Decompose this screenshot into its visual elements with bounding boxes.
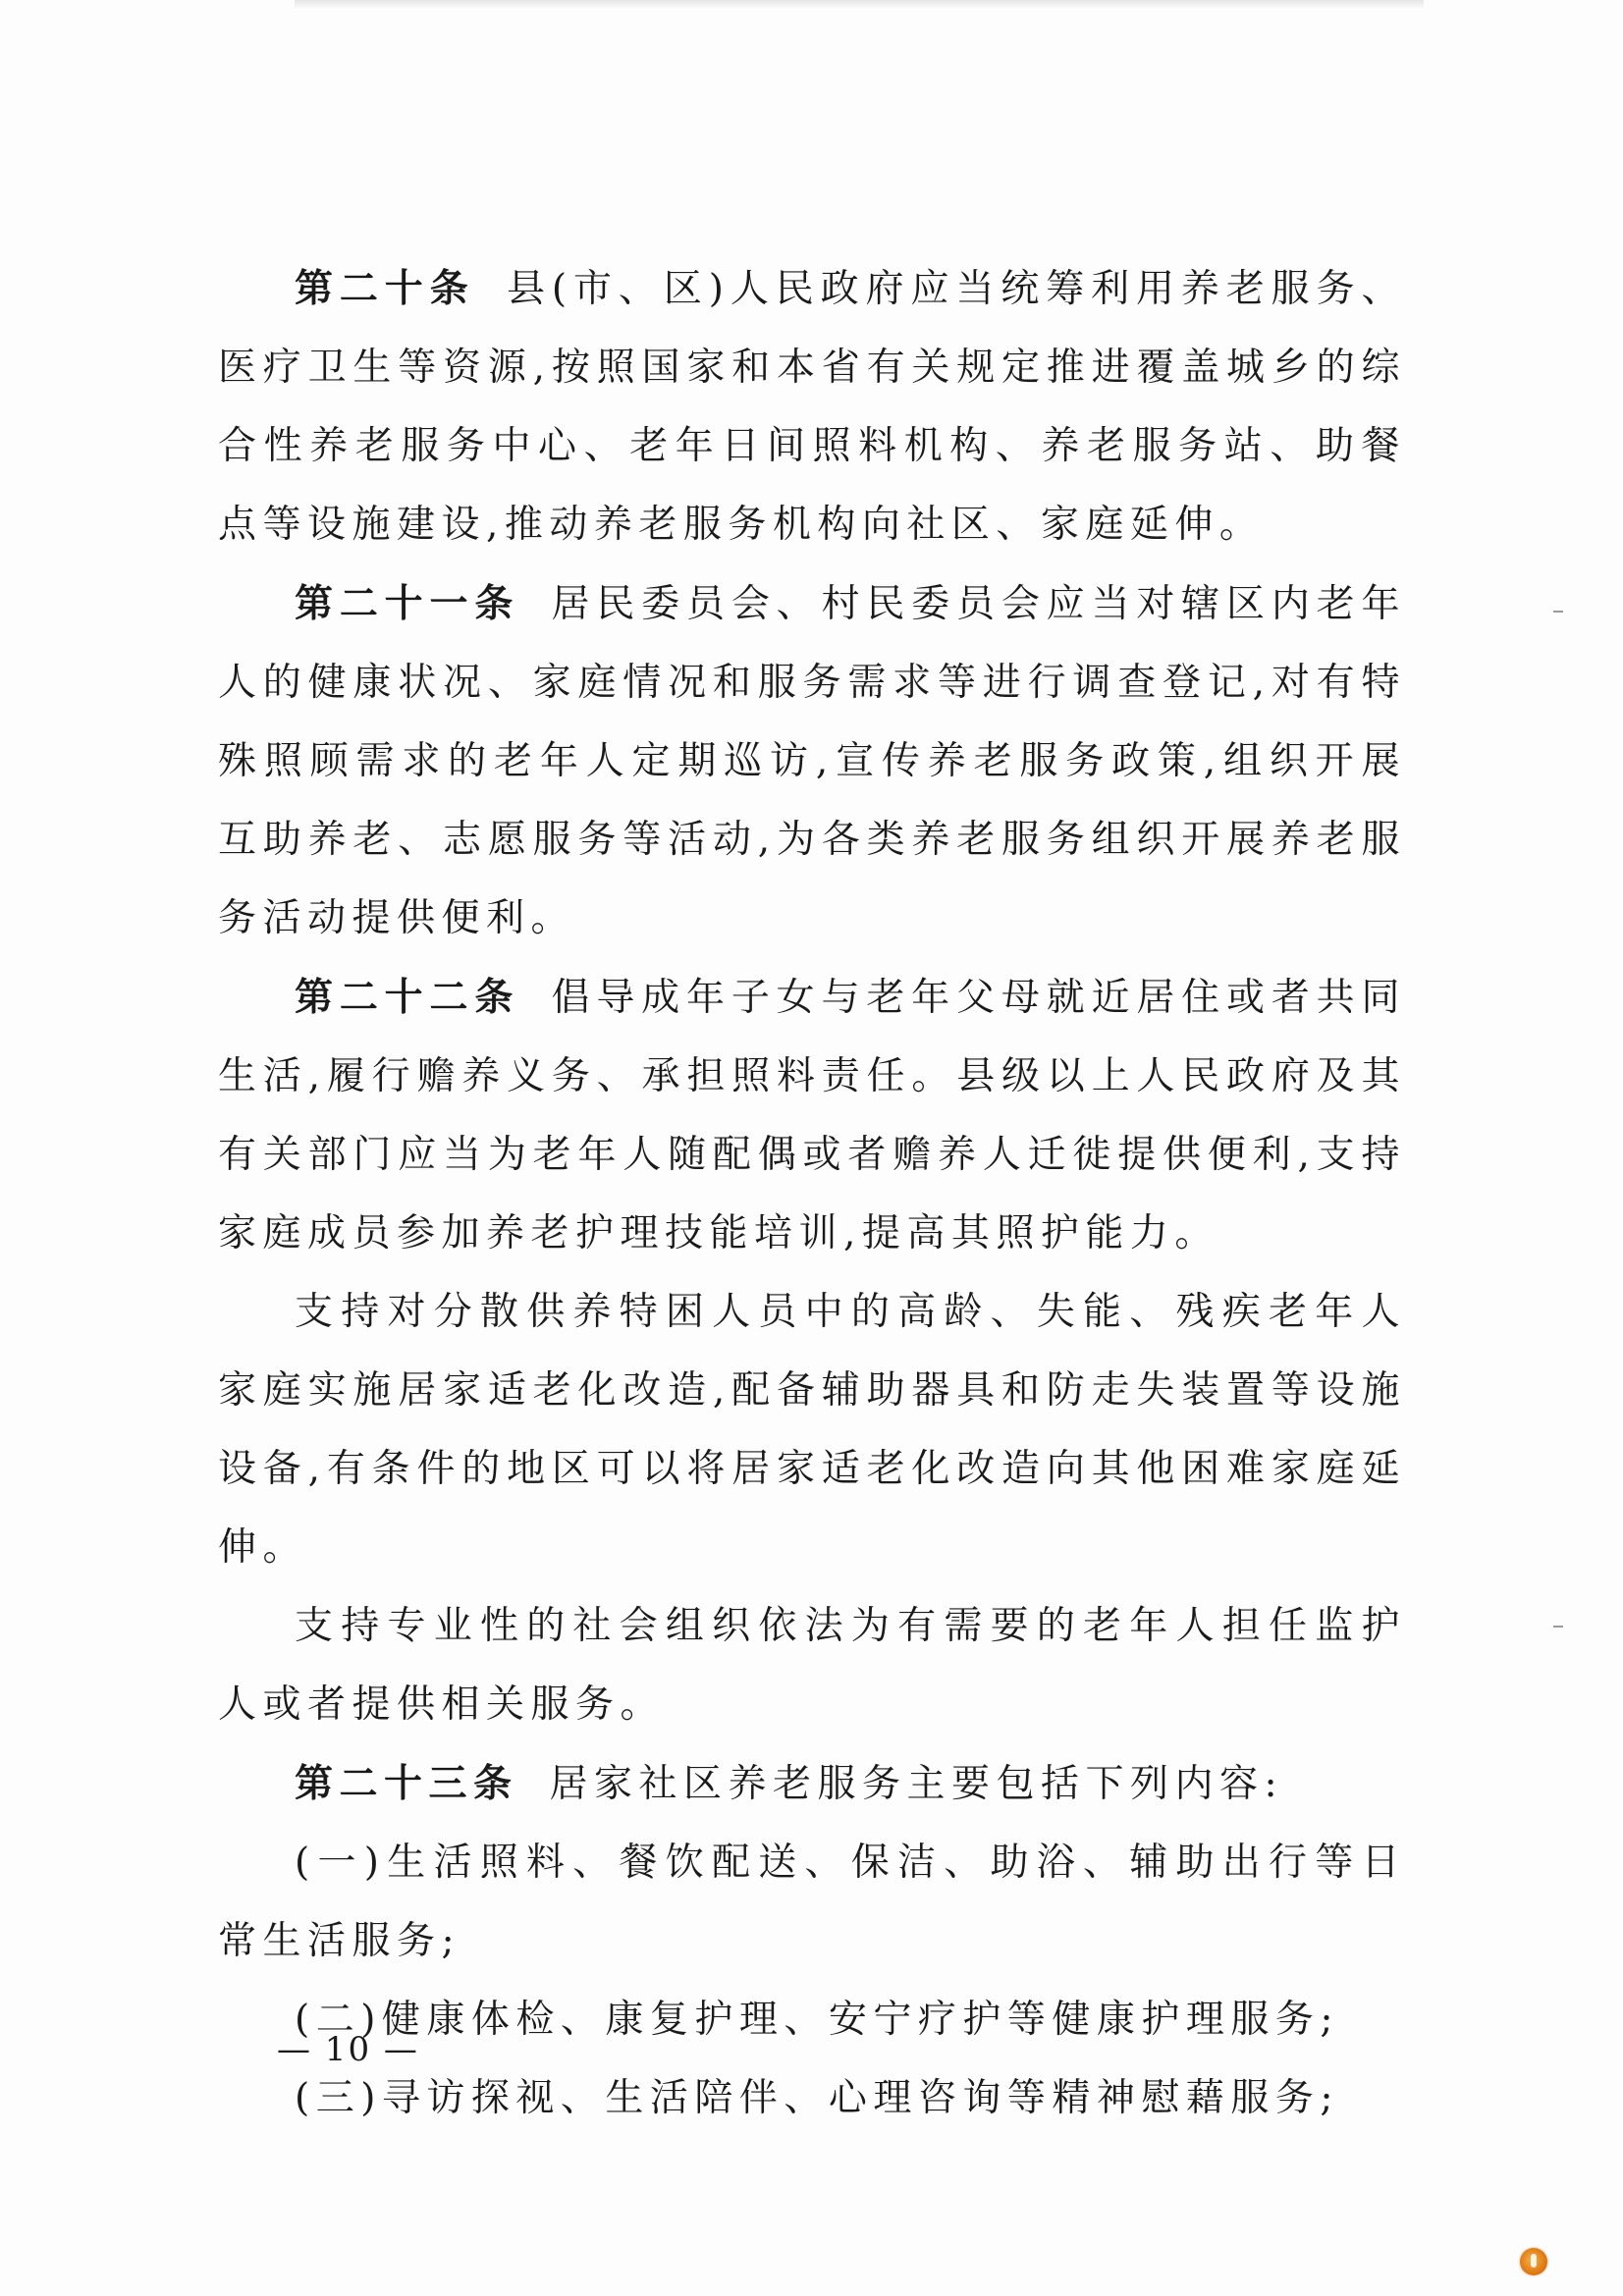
article-21 [218, 564, 1406, 958]
article-20 [218, 249, 1406, 564]
article-text: 居家社区养老服务主要包括下列内容: [549, 1762, 1284, 1806]
paragraph-text: 支持对分散供养特困人员中的高龄、失能、残疾老年人家庭实施居家适老化改造,配备辅助器具和防走失装置等设施设备,有条件的地区可以将居家适老化改造向其他困难家庭延伸。 [218, 1290, 1406, 1570]
list-item: (一)生活照料、餐饮配送、保洁、助浴、辅助出行等日常生活服务; [218, 1841, 1406, 1963]
regulation-text [218, 249, 1406, 2138]
article-label: 第二十二条 [295, 975, 520, 1020]
article-text: 居民委员会、村民委员会应当对辖区内老年人的健康状况、家庭情况和服务需求等进行调查登记,对有特殊照顾需求的老年人定期巡访,宣传养老服务政策,组织开展互助养老、志愿服务等活动,为各类养老服务组织开展养老服务活动提供便利。 [218, 582, 1406, 940]
article-text: 倡导成年子女与老年父母就近居住或者共同生活,履行赡养义务、承担照料责任。县级以上人民政府及其有关部门应当为老年人随配偶或者赡养人迁徙提供便利,支持家庭成员参加养老护理技能培训,提高其照护能力。 [218, 976, 1406, 1255]
list-item: (三)寻访探视、生活陪伴、心理咨询等精神慰藉服务; [295, 2076, 1340, 2120]
page-number: — 10 — [277, 2030, 419, 2069]
list-item: (二)健康体检、康复护理、安宁疗护等健康护理服务; [295, 1998, 1340, 2042]
article-label: 第二十三条 [295, 1761, 518, 1806]
article-22-paragraph-3 [218, 1587, 1406, 1744]
article-22 [218, 958, 1406, 1273]
article-text: 县(市、区)人民政府应当统筹利用养老服务、医疗卫生等资源,按照国家和本省有关规定推进覆盖城乡的综合性养老服务中心、老年日间照料机构、养老服务站、助餐点等设施建设,推动养老服务机构向社区、家庭延伸。 [218, 267, 1406, 547]
watermark-logo-icon [1520, 2248, 1547, 2275]
article-23 [218, 1744, 1406, 1824]
margin-mark [1553, 1626, 1563, 1628]
article-22-paragraph-2 [218, 1273, 1406, 1587]
scan-edge-shadow [295, 0, 1424, 10]
article-label: 第二十条 [295, 266, 475, 311]
article-label: 第二十一条 [295, 581, 520, 626]
paragraph-text: 支持专业性的社会组织依法为有需要的老年人担任监护人或者提供相关服务。 [218, 1604, 1406, 1727]
margin-mark [1553, 611, 1563, 613]
